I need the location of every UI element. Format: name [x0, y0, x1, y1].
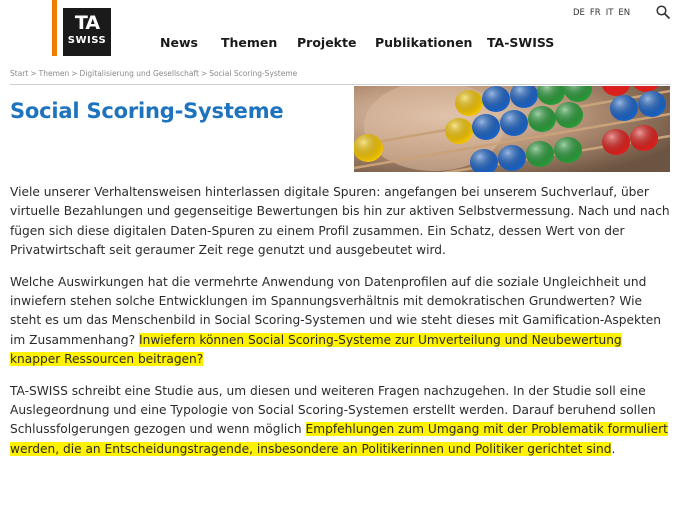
paragraph-3-highlight: Empfehlungen zum Umgang mit der Problematik formuliert werden, die an Entscheidungstragende, insbesondere an Politikerinnen und Politiker gerichtet sind	[10, 422, 668, 456]
breadcrumb-themen[interactable]: Themen	[38, 69, 70, 78]
breadcrumb-current: Social Scoring-Systeme	[209, 69, 298, 78]
header-divider	[10, 84, 670, 85]
breadcrumb-separator: >	[30, 69, 37, 78]
paragraph-3-end: .	[611, 441, 616, 456]
lang-de[interactable]: DE	[573, 8, 585, 18]
article-paragraph-1: Viele unserer Verhaltensweisen hinterlassen digitale Spuren: angefangen bei unserem Suchverlauf, über virtuelle Bezahlungen und gegenseitige Bewertungen bis hin zur aktiven Selbstvermessung. Nach und nach fügen sich diese digitalen Daten-Spuren zu einem Profil zusammen. Ein Schatz, dessen Wert von der Privatwirtschaft seit geraumer Zeit rege genutzt und ausgebeutet wird.	[10, 185, 670, 258]
breadcrumb-separator: >	[200, 69, 208, 78]
breadcrumb-separator: >	[71, 69, 78, 78]
logo-text-bottom: SWISS	[67, 35, 107, 46]
article-paragraph-3	[10, 382, 670, 460]
paragraph-3-text: TA-SWISS schreibt eine Studie aus, um diesen und weiteren Fragen nachzugehen. In der Studie soll eine Auslegeordnung und eine Typologie von Social Scoring-Systemen erstellt werden. Darauf beruhend sollen Schlussfolgerungen gezogen und wenn möglich	[10, 383, 656, 437]
nav-item-themen[interactable]: Themen	[221, 35, 278, 50]
nav-item-ta-swiss[interactable]: TA-SWISS	[487, 35, 555, 50]
lang-fr[interactable]: FR	[589, 8, 601, 18]
nav-item-projekte[interactable]: Projekte	[297, 35, 357, 50]
breadcrumb-start[interactable]: Start	[10, 69, 29, 78]
page-title: Social Scoring-Systeme	[10, 99, 284, 123]
breadcrumb	[10, 69, 297, 78]
ta-swiss-logo[interactable]	[63, 8, 111, 56]
hero-abacus-image	[354, 86, 670, 172]
article-body	[10, 183, 670, 471]
nav-item-news[interactable]: News	[160, 35, 198, 50]
paragraph-2-text: Welche Auswirkungen hat die vermehrte Anwendung von Datenprofilen auf die soziale Ungleichheit und inwiefern stehen solche Entwicklungen im Spannungsverhältnis mit demokratischen Grundwerten? Wie steht es um das Menschenbild in Social Scoring-Systemen und wie steht dieses mit Gamification-Aspekten im Zusammenhang?	[10, 274, 662, 347]
brand-accent-bar	[52, 0, 57, 56]
lang-it[interactable]: IT	[605, 8, 614, 18]
paragraph-2-highlight: Inwiefern können Social Scoring-Systeme zur Umverteilung und Neubewertung knapper Ressourcen beitragen?	[10, 332, 622, 367]
lang-en[interactable]: EN	[618, 8, 631, 18]
breadcrumb-digitalisierung[interactable]: Digitalisierung und Gesellschaft	[79, 69, 199, 78]
nav-item-publikationen[interactable]: Publikationen	[375, 35, 473, 50]
logo-text-top: TA	[74, 12, 100, 34]
article-paragraph-2	[10, 273, 670, 370]
search-icon[interactable]	[656, 5, 670, 19]
language-switcher	[573, 8, 635, 18]
